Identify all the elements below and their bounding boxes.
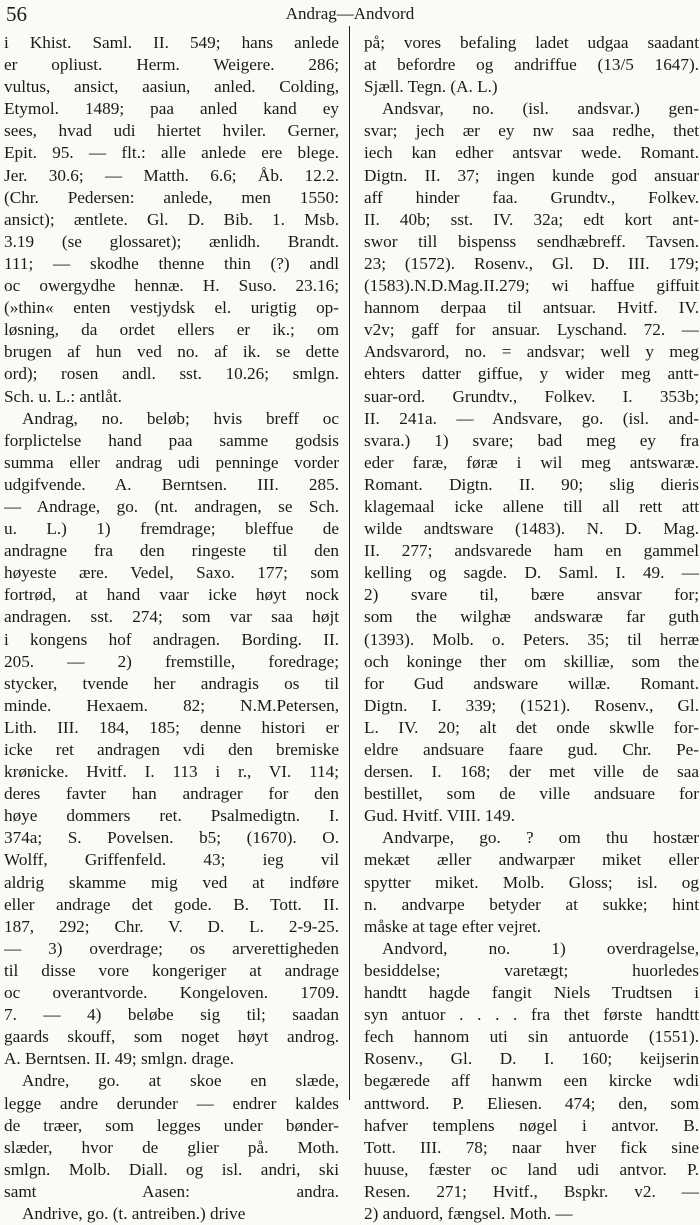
text-line: — 3) overdrage; os arverettigheden [4,938,339,958]
text-line: Digtn. I. 339; (1521). Rosenv., Gl. [364,695,699,715]
text-line: II. 241a. — Andsvare, go. (isl. and- [364,408,699,428]
text-line: Lith. III. 184, 185; denne histori er [4,717,339,737]
text-line: Epit. 95. — flt.: alle anlede ere blege. [4,143,339,163]
text-line: eller andrage det gode. B. Tott. II. [4,894,339,914]
text-line: høyeste ære. Vedel, Saxo. 177; som [4,563,339,583]
text-line: besiddelse; varetægt; huorledes [364,960,699,980]
text-line: Resen. 271; Hvitf., Bspkr. v2. — [364,1181,699,1201]
page-number: 56 [6,2,27,26]
text-line: Etymol. 1489; paa anled kand ey [4,99,339,119]
text-line: Andvord, no. 1) overdragelse, [382,938,699,958]
text-line: dersen. I. 168; der met ville de saa [364,762,699,782]
text-line: oc overantvorde. Kongeloven. 1709. [4,983,339,1003]
text-line: bestillet, som de ville andsuare for [364,784,699,804]
text-line: deres favter han andrager for den [4,784,339,804]
text-line: Digtn. II. 37; ingen kunde god ansuar [364,165,699,185]
text-line: at befordre og andriffue (13/5 1647). [364,55,699,75]
text-line: (1583).N.D.Mag.II.279; wi haffue giffuit [364,276,699,296]
text-line: brugen af hun ved no. af ik. se dette [4,342,339,362]
text-line: forplictelse hand paa samme godsis [4,430,339,450]
text-line: 3.19 (se glossaret); ænlidh. Brandt. [4,231,339,251]
text-line: er opliust. Herm. Weigere. 286; [4,55,339,75]
text-line: for Gud andsware willæ. Romant. [364,673,699,693]
text-line: 374a; S. Povelsen. b5; (1670). O. [4,828,339,848]
text-line: Jer. 30.6; — Matth. 6.6; Åb. 12.2. [4,165,339,185]
text-line: Andsvar, no. (isl. andsvar.) gen- [382,99,699,119]
text-line: Gud. Hvitf. VIII. 149. [364,806,516,826]
text-line: II. 277; andsvarede ham en gammel [364,541,699,561]
text-line: løsning, da ordet ellers er ik.; om [4,320,339,340]
text-line: A. Berntsen. II. 49; smlgn. drage. [4,1049,235,1069]
text-line: aldrig skamme mig ved at indføre [4,872,339,892]
text-line: handtt hagde fangit Niels Trudtsen i [364,983,699,1003]
text-line: ord); rosen andl. sst. 10.26; smlgn. [4,364,339,384]
left-column [4,32,339,1225]
text-line: ehters datter giffue, y wider meg antt- [364,364,699,384]
text-line: hafver templens nøgel i antvor. B. [364,1115,699,1135]
text-line: anttword. P. Eliesen. 474; den, som [364,1093,699,1113]
text-line: Andre, go. at skoe en slæde, [22,1071,339,1091]
text-line: eldre andsuare faare gud. Chr. Pe- [364,740,699,759]
text-line: iech kan edher antsvar wede. Romant. [364,143,699,163]
text-line: Sch. u. L.: antlåt. [4,386,122,406]
text-line: 2) svare til, bære ansvar for; [364,585,699,605]
text-line: måske at tage efter vejret. [364,916,542,936]
text-line: — Andrage, go. (nt. andragen, se Sch. [4,496,339,516]
text-line: høye dommers ret. Psalmedigtn. I. [4,806,339,826]
text-line: 111; — skodhe thenne thin (?) andl [4,253,339,273]
text-line: til disse vore kongeriger at andrage [4,960,339,980]
text-line: stycker, tvende her andragis os til [4,673,339,693]
text-line: Romant. Digtn. II. 90; slig dieris [364,474,699,494]
text-line: (»thin« enten vestjydsk el. urigtig op- [4,298,339,318]
text-line: 187, 292; Chr. V. D. L. 2-9-25. [4,916,339,936]
text-line: 23; (1572). Rosenv., Gl. D. III. 179; [364,253,699,273]
text-line: oc owergydhe hennæ. H. Suso. 23.16; [4,276,339,296]
text-line: sees, hvad udi hiertet hviler. Gerner, [4,121,339,141]
text-line: eder faræ, føræ i wil meg antswaræ. [364,452,699,472]
text-line: Rosenv., Gl. D. I. 160; keijserin [364,1049,699,1069]
text-line: mekæt æller andwarpær miket eller [364,850,699,870]
text-line: fortrød, at hand vaar icke høyt nock [4,585,339,605]
text-line: klagemaal icke allene till all rett att [364,496,699,516]
text-line: (Chr. Pedersen: anlede, men 1550: [4,187,339,207]
text-line: II. 40b; sst. IV. 32a; edt kort ant- [364,209,699,229]
text-line: minde. Hexaem. 82; N.M.Petersen, [4,695,339,715]
text-line: på; vores befaling ladet udgaa saadant [364,33,699,52]
right-column [364,32,699,1225]
text-line: smlgn. Molb. Diall. og isl. andri, ski [4,1159,339,1179]
text-line: syn antuor . . . . fra thet første handtt [364,1005,699,1025]
text-line: summa eller andrag udi penninge vorder [4,452,339,472]
text-line: fech hannom uti sin antuorde (1551). [364,1027,699,1047]
text-line: udgifvende. A. Berntsen. III. 285. [4,474,339,494]
page-header [0,0,700,28]
text-line: n. andvarpe betyder at sukke; hint [364,894,699,914]
text-line: 205. — 2) fremstille, foredrage; [4,651,339,671]
text-line: svara.) 1) svare; bad meg ey fra [364,430,699,450]
text-line: aff hinder faa. Grundtv., Folkev. [364,187,699,207]
text-line: begærede aff hanwm een kircke wdi [364,1071,699,1091]
text-line: ansict); æntlete. Gl. D. Bib. 1. Msb. [4,209,339,229]
text-line: huuse, fæster oc land udi antvor. P. [364,1159,699,1179]
text-line: spytter miket. Molb. Gloss; isl. og [364,872,699,892]
running-head: Andrag—Andvord [285,4,415,23]
text-line: swor till bispenss sendhæbreff. Tavsen. [364,231,699,251]
text-line: 7. — 4) beløbe sig til; saadan [4,1005,339,1025]
text-line: 2) anduord, fængsel. Moth. — [364,1203,573,1223]
text-line: i kongens hof andragen. Bording. II. [4,629,339,649]
text-line: andragen. sst. 274; som var saa højt [4,607,339,627]
text-line: Andsvarord, no. = andsvar; well y meg [364,342,699,362]
text-line: och koninge ther om skilliæ, som the [364,651,699,671]
text-line: svar; jech ær ey nw saa redhe, thet [364,121,699,141]
text-line: som the wilghæ andswaræ far guth [364,607,699,627]
text-line: v2v; gaff for ansuar. Lyschand. 72. — [364,320,699,340]
text-line: hannom derpaa til antsuar. Hvitf. IV. [364,298,699,318]
text-line: icke ret andragen vdi den bremiske [4,740,339,759]
text-line: u. L.) 1) fremdrage; bleffue de [4,519,339,539]
text-line: suar-ord. Grundtv., Folkev. I. 353b; [364,386,699,406]
text-line: Wolff, Griffenfeld. 43; ieg vil [4,850,339,870]
text-line: L. IV. 20; alt det onde skwlle for- [364,717,699,737]
text-line: gaards skouff, som noget høyt androg. [4,1027,339,1047]
text-line: i Khist. Saml. II. 549; hans anlede [4,33,339,52]
text-line: Tott. III. 78; naar hver fick sine [364,1137,699,1157]
text-line: andragne fra den ringeste til den [4,541,339,561]
column-divider [349,26,350,1100]
text-line: legge andre derunder — endrer kaldes [4,1093,339,1113]
text-line: kelling og sagde. D. Saml. I. 49. — [364,563,699,583]
text-line: Andvarpe, go. ? om thu hostær [382,828,699,848]
text-line: Andrive, go. (t. antreiben.) drive [22,1203,246,1223]
text-line: vultus, ansict, aasiun, anled. Colding, [4,77,339,97]
text-line: Sjæll. Tegn. (A. L.) [364,77,498,97]
text-line: (1393). Molb. o. Peters. 35; til herræ [364,629,699,649]
text-line: samt Aasen: andra. [4,1181,339,1201]
text-line: slæder, hvor de glier på. Moth. [4,1137,339,1157]
text-line: wilde andtsware (1483). N. D. Mag. [364,519,699,539]
text-line: Andrag, no. beløb; hvis breff oc [22,408,339,428]
text-line: de træer, som legges under bønder- [4,1115,339,1135]
text-line: krønicke. Hvitf. I. 113 i r., VI. 114; [4,762,339,782]
